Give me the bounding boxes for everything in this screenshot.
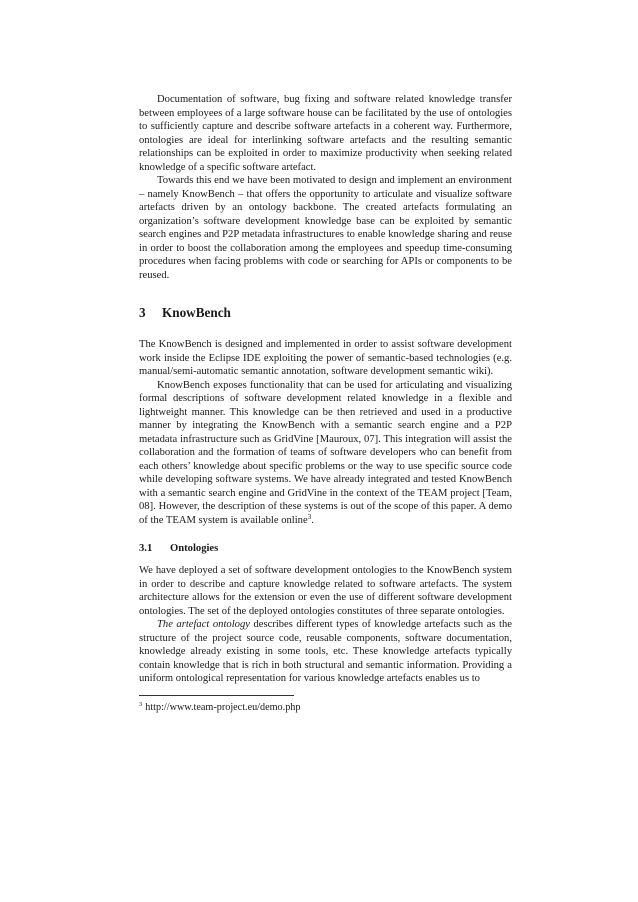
footnote xyxy=(139,701,512,714)
section-heading xyxy=(139,305,512,320)
footnote-divider xyxy=(139,695,294,696)
section-paragraph-2 xyxy=(139,379,512,528)
footnote-reference: 3 xyxy=(307,512,312,521)
subsection-heading xyxy=(139,542,512,555)
subsection-title: Ontologies xyxy=(170,543,219,554)
section-paragraph-2-text: KnowBench exposes functionality that can be used for articulating and visualizing formal descriptions of software development related knowledge in a flexible and lightweight manner. This knowledge can be then retrieved and used in a productive manner by integrating the KnowBench with a semantic search engine and a P2P metadata infrastructure such as GridVine [Mauroux, 07]. This integration will assist the collaboration and the formation of teams of software developers who can benefit from each others’ knowledge about specific problems or the way to use specific source code while developing software systems. We have already integrated and tested KnowBench with a semantic search engine and GridVine in the context of the TEAM project [Team, 08]. However, the description of these systems is out of the scope of this paper. A demo of the TEAM system is available online xyxy=(139,379,512,526)
section-paragraph-1: The KnowBench is designed and implemented in order to assist software development work inside the Eclipse IDE exploiting the power of semantic-based technologies (e.g. manual/semi-automatic semantic annotation, software development semantic wiki). xyxy=(139,339,512,377)
footnote-mark: 3 xyxy=(139,700,143,708)
section-paragraph-2-end: . xyxy=(311,514,314,526)
subsection-paragraph-1: We have deployed a set of software development ontologies to the KnowBench system in order to describe and capture knowledge related to software artefacts. The system architecture allows for the extension or even the use of different software development ontologies. The set of the deployed ontologies constitutes of three separate ontologies. xyxy=(139,565,512,617)
subsection-paragraph-2 xyxy=(139,618,512,686)
paper-page xyxy=(139,93,512,714)
subsection-number: 3.1 xyxy=(139,543,153,554)
intro-paragraph-1: Documentation of software, bug fixing and software related knowledge transfer between employees of a large software house can be facilitated by the use of ontologies to sufficiently capture and describe software artefacts in a coherent way. Furthermore, ontologies are ideal for interlinking software artefacts and the resulting semantic relationships can be exploited in order to maximize productivity when seeking related knowledge of a specific software artefact. xyxy=(139,94,512,173)
intro-paragraph-2: Towards this end we have been motivated to design and implement an environment – namely KnowBench – that offers the opportunity to articulate and visualize software artefacts driven by an ontology backbone. The created artefacts formulating an organization’s software development knowledge base can be exploited by semantic search engines and P2P metadata infrastructures to enable knowledge sharing and reuse in order to boost the collaboration among the employees and speedup time-consuming procedures when facing problems with code or searching for APIs or components to be reused. xyxy=(139,175,512,281)
subsection-paragraph-2-text: describes different types of knowledge artefacts such as the structure of the project source code, reusable components, software documentation, knowledge already existing in some tools, etc. These knowledge artefacts typically contain knowledge that is rich in both structural and semantic information. Providing a uniform ontological representation for various knowledge artefacts enables us to xyxy=(139,619,512,684)
footnote-url: http://www.team-project.eu/demo.php xyxy=(145,701,301,713)
section-title: KnowBench xyxy=(162,305,231,320)
artefact-ontology-term: The artefact ontology xyxy=(157,619,250,630)
section-number: 3 xyxy=(139,305,146,320)
